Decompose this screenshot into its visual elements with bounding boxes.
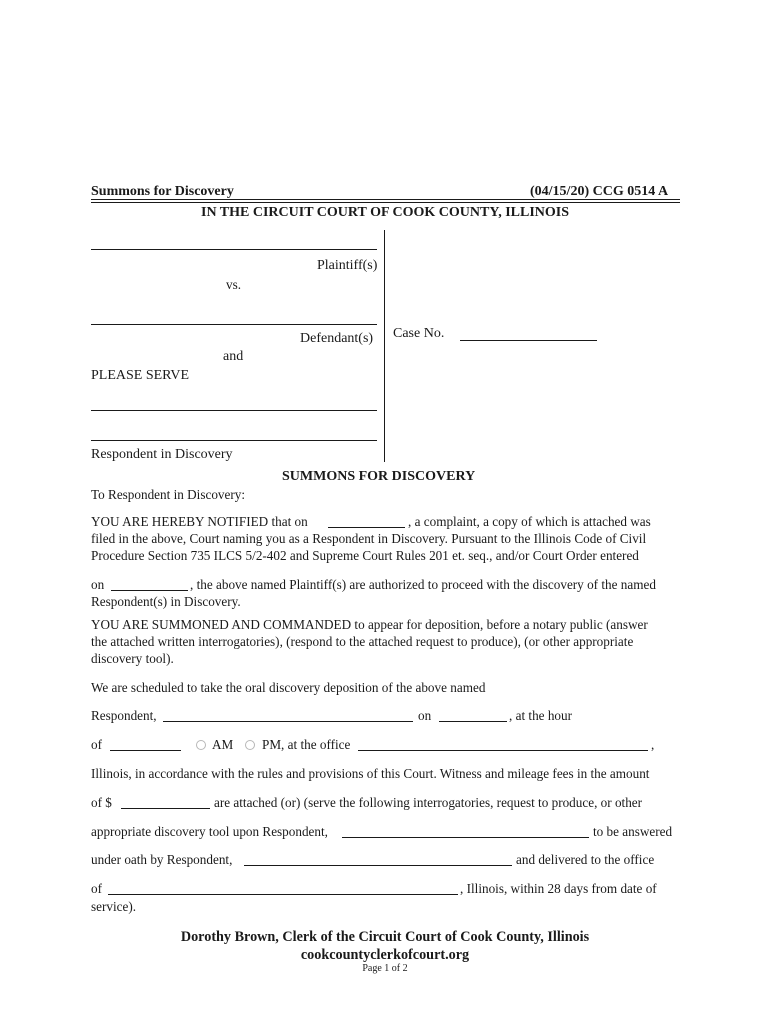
authorized-text: , the above named Plaintiff(s) are authorized to proceed with the discovery of the named xyxy=(190,577,656,592)
time-of-label: of xyxy=(91,737,102,752)
authorized-text-line2: Respondent(s) in Discovery. xyxy=(91,594,241,609)
deposition-date-field[interactable] xyxy=(439,708,507,724)
delivered-text: and delivered to the office xyxy=(516,852,655,867)
oath-respondent-field[interactable] xyxy=(244,852,512,868)
form-code: (04/15/20) CCG 0514 A xyxy=(530,184,669,199)
oath-text: under oath by Respondent, xyxy=(91,852,233,867)
respondent-line-1 xyxy=(91,410,377,411)
office-field[interactable] xyxy=(358,737,648,753)
and-label: and xyxy=(223,349,244,364)
within-text: , Illinois, within 28 days from date of xyxy=(460,881,657,896)
header-rule-bottom xyxy=(91,202,680,203)
case-no-field[interactable] xyxy=(460,327,597,343)
complaint-date-field[interactable] xyxy=(328,514,405,530)
commanded-line3: discovery tool). xyxy=(91,651,174,666)
respondent-label: Respondent in Discovery xyxy=(91,447,233,462)
plaintiff-line xyxy=(91,249,377,250)
discovery-tool-field[interactable] xyxy=(342,824,589,840)
to-respondent: To Respondent in Discovery: xyxy=(91,487,246,502)
office-comma: , xyxy=(651,737,655,752)
illinois-text: Illinois, in accordance with the rules and provisions of this Court. Witness and mileage fees in the amount xyxy=(91,766,650,781)
am-radio[interactable] xyxy=(196,740,206,750)
order-date-field[interactable] xyxy=(111,577,188,593)
respondent-name-field[interactable] xyxy=(163,708,413,724)
on-label: on xyxy=(91,577,105,592)
pm-radio[interactable] xyxy=(245,740,255,750)
notified-text-line2: filed in the above, Court naming you as a Respondent in Discovery. Pursuant to the Illinois Code of Civil xyxy=(91,531,647,546)
attached-text: are attached (or) (serve the following interrogatories, request to produce, or other xyxy=(214,795,643,810)
summons-heading: SUMMONS FOR DISCOVERY xyxy=(282,469,476,484)
service-text: service). xyxy=(91,899,137,914)
form-title: Summons for Discovery xyxy=(91,184,234,199)
am-label: AM xyxy=(212,737,234,752)
plaintiff-label: Plaintiff(s) xyxy=(317,258,378,273)
pm-label: PM, at the office xyxy=(262,737,351,752)
notified-text-line3: Procedure Section 735 ILCS 5/2-402 and Supreme Court Rules 201 et. seq., and/or Court Order entered xyxy=(91,548,639,563)
clerk-line: Dorothy Brown, Clerk of the Circuit Court of Cook County, Illinois xyxy=(180,929,590,945)
case-no-label: Case No. xyxy=(393,326,445,341)
fees-amount-field[interactable] xyxy=(121,795,210,811)
website[interactable]: cookcountyclerkofcourt.org xyxy=(300,947,470,963)
office-of-label: of xyxy=(91,881,102,896)
deposition-time-field[interactable] xyxy=(110,737,181,753)
header-rule-top xyxy=(91,199,680,200)
defendant-label: Defendant(s) xyxy=(300,331,374,346)
tool-text: appropriate discovery tool upon Respondent, xyxy=(91,824,328,839)
commanded-line1: YOU ARE SUMMONED AND COMMANDED to appear for deposition, before a notary public (answer xyxy=(91,617,648,632)
notified-text-a: YOU ARE HEREBY NOTIFIED that on xyxy=(91,514,308,529)
deposition-on-label: on xyxy=(418,708,432,723)
notified-text-b: , a complaint, a copy of which is attached was xyxy=(408,514,651,529)
page-indicator: Page 1 of 2 xyxy=(362,963,408,974)
to-be-answered-label: to be answered xyxy=(593,824,673,839)
at-hour-label: , at the hour xyxy=(509,708,572,723)
please-serve-label: PLEASE SERVE xyxy=(91,368,190,383)
delivery-office-field[interactable] xyxy=(108,881,458,897)
commanded-line2: the attached written interrogatories), (respond to the attached request to produce), (or other appropriate xyxy=(91,634,634,649)
caption-divider xyxy=(384,230,385,462)
defendant-line xyxy=(91,324,377,325)
respondent-line-2 xyxy=(91,440,377,441)
fees-dollar-label: of $ xyxy=(91,795,112,810)
respondent-name-label: Respondent, xyxy=(91,708,157,723)
scheduled-text: We are scheduled to take the oral discovery deposition of the above named xyxy=(91,680,486,695)
vs-label: vs. xyxy=(226,277,242,292)
court-name: IN THE CIRCUIT COURT OF COOK COUNTY, ILLINOIS xyxy=(201,205,569,220)
